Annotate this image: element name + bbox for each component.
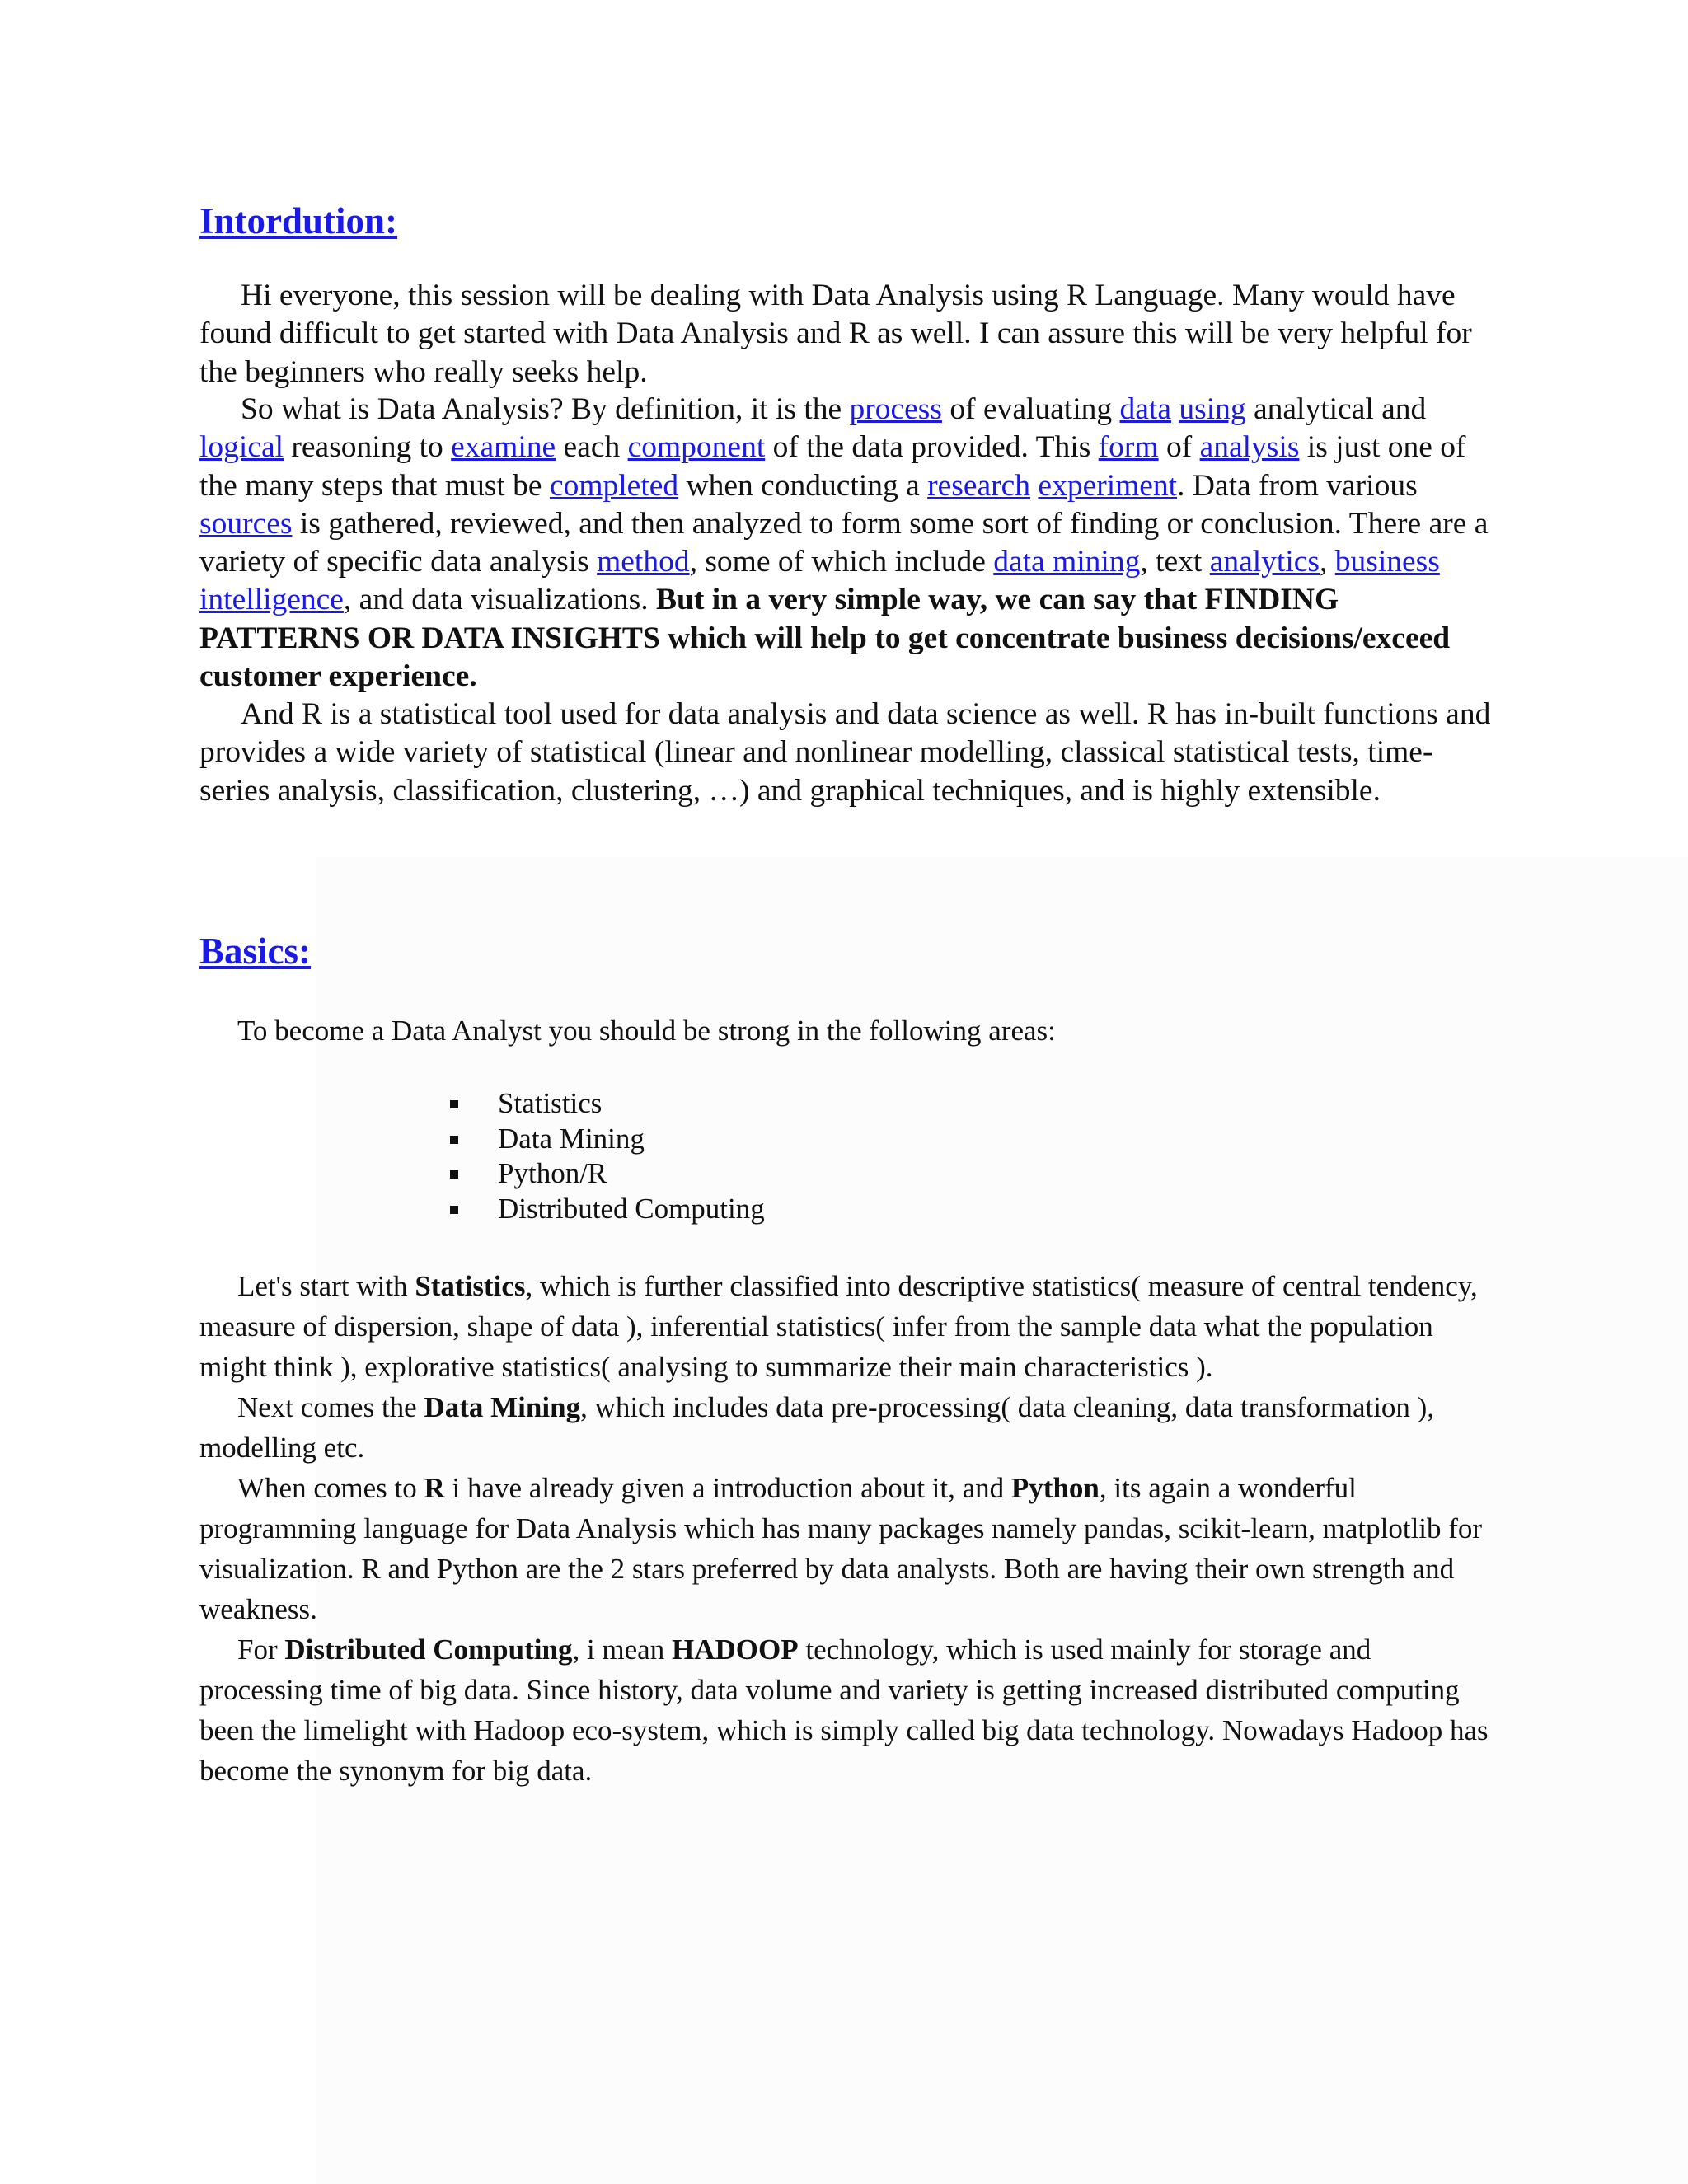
text-run: , some of which include xyxy=(689,545,994,579)
bold-term: R xyxy=(424,1472,445,1504)
intro-paragraph-2 xyxy=(199,391,1492,696)
text-run: technology, which is used mainly for storage and processing time of big data. Since history, data volume and variety is getting increased distributed computing been the limelight with Hadoop eco-system, which is simply called big data technology. Nowadays Hadoop has become the synonym for big data. xyxy=(199,1633,1489,1787)
link-analytics[interactable]: analytics xyxy=(1209,545,1320,579)
bold-term: Data Mining xyxy=(424,1391,581,1423)
list-item: Statistics xyxy=(450,1086,765,1122)
text-run: of evaluating xyxy=(941,392,1120,426)
skills-list xyxy=(450,1086,765,1226)
bold-term: HADOOP xyxy=(671,1633,799,1666)
text-run: Let's start with xyxy=(237,1270,415,1302)
python-paragraph xyxy=(199,1468,1492,1629)
link-data-mining[interactable]: data mining xyxy=(993,545,1141,579)
link-business-intelligence[interactable]: business intelligence xyxy=(199,545,1440,617)
text-run xyxy=(1171,392,1179,426)
link-experiment[interactable]: experiment xyxy=(1038,468,1178,503)
link-process[interactable]: process xyxy=(849,392,942,426)
list-item: Distributed Computing xyxy=(450,1192,765,1227)
text-run: reasoning to xyxy=(284,430,452,465)
link-component[interactable]: component xyxy=(627,430,766,465)
data-mining-paragraph xyxy=(199,1387,1492,1468)
text-run: So what is Data Analysis? By definition, it is the xyxy=(241,392,850,426)
bold-summary: But in a very simple way, we can say that FINDING PATTERNS OR DATA INSIGHTS which will help to get concentrate business decisions/exceed customer experience. xyxy=(199,583,1451,694)
list-item: Data Mining xyxy=(450,1122,765,1157)
text-run: , which is further classified into descriptive statistics( measure of central tendency, measure of dispersion, shape of data ), inferential statistics( infer from the sample data what the population might think ), explorative statistics( analysing to summarize their main characteristics ). xyxy=(199,1270,1478,1383)
intro-paragraph-1-text: Hi everyone, this session will be dealing with Data Analysis using R Language. Many would have found difficult to get started with Data Analysis and R as well. I can assure this will be very helpful for the beginners who really seeks help. xyxy=(199,279,1472,389)
text-run: is just one of the many steps that must be xyxy=(199,430,1466,503)
hadoop-paragraph xyxy=(199,1629,1492,1791)
link-research[interactable]: research xyxy=(927,468,1031,503)
basics-lead xyxy=(199,1010,1492,1051)
intro-paragraph-3 xyxy=(199,696,1492,810)
list-item: Python/R xyxy=(450,1156,765,1192)
text-run: , which includes data pre-processing( data cleaning, data transformation ), modelling etc. xyxy=(199,1391,1435,1464)
text-run: each xyxy=(556,430,628,465)
introduction-heading: Intordution: xyxy=(199,200,398,241)
text-run: , i mean xyxy=(572,1633,672,1666)
link-using[interactable]: using xyxy=(1179,392,1246,426)
intro-paragraph-1 xyxy=(199,277,1492,391)
text-run: When comes to xyxy=(237,1472,424,1504)
link-examine[interactable]: examine xyxy=(451,430,556,465)
text-run: analytical and xyxy=(1245,392,1427,426)
bold-term: Python xyxy=(1010,1472,1100,1504)
text-run: . Data from various xyxy=(1177,468,1418,503)
link-method[interactable]: method xyxy=(597,545,690,579)
link-form[interactable]: form xyxy=(1098,430,1159,465)
text-run: Next comes the xyxy=(237,1391,424,1423)
link-completed[interactable]: completed xyxy=(549,468,679,503)
text-run: , xyxy=(1320,545,1335,579)
text-run: , its again a wonderful programming language for Data Analysis which has many packages namely pandas, scikit-learn, matplotlib for visualization. R and Python are the 2 stars preferred by data analysts. Both are having their own strength and weakness. xyxy=(199,1472,1483,1625)
text-run: For xyxy=(237,1633,285,1666)
text-run: , text xyxy=(1140,545,1210,579)
text-run: of xyxy=(1158,430,1200,465)
statistics-paragraph xyxy=(199,1266,1492,1387)
basics-heading: Basics: xyxy=(199,930,311,972)
bold-term: Distributed Computing xyxy=(284,1633,573,1666)
intro-paragraph-3-text: And R is a statistical tool used for data analysis and data science as well. R has in-built functions and provides a wide variety of statistical (linear and nonlinear modelling, classical statistical tests, time-series analysis, classification, clustering, …) and graphical techniques, and is highly extensible. xyxy=(199,697,1491,808)
link-logical[interactable]: logical xyxy=(199,430,284,465)
text-run: when conducting a xyxy=(678,468,928,503)
link-data[interactable]: data xyxy=(1119,392,1171,426)
text-run: of the data provided. This xyxy=(765,430,1099,465)
text-run: , and data visualizations. xyxy=(343,583,656,617)
bold-term: Statistics xyxy=(415,1270,526,1302)
text-run: i have already given a introduction about it, and xyxy=(444,1472,1011,1504)
link-analysis[interactable]: analysis xyxy=(1199,430,1300,465)
basics-lead-text: To become a Data Analyst you should be strong in the following areas: xyxy=(237,1015,1056,1047)
link-sources[interactable]: sources xyxy=(199,506,293,541)
text-run: is gathered, reviewed, and then analyzed to form some sort of finding or conclusion. There are a variety of specific data analysis xyxy=(199,506,1489,579)
